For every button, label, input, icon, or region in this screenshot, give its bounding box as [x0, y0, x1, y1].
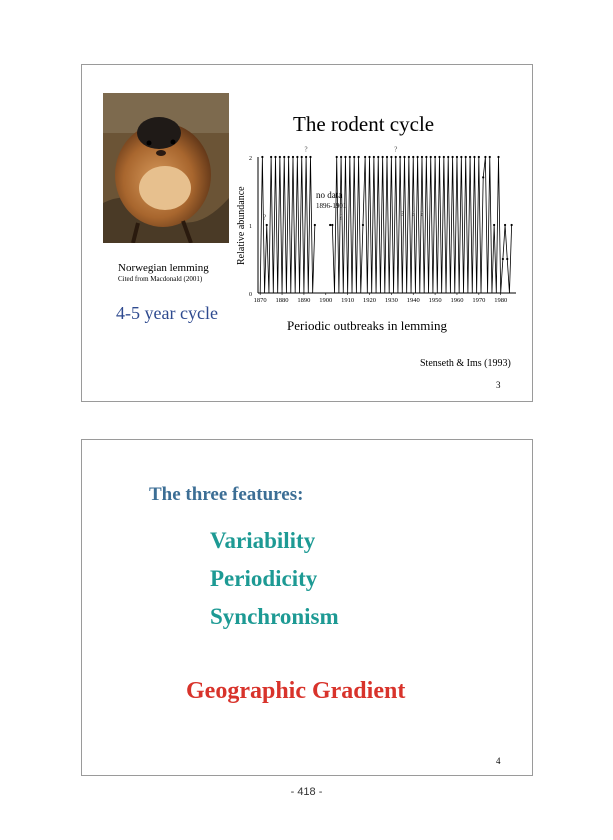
abundance-point — [362, 224, 364, 226]
abundance-point — [274, 156, 276, 158]
abundance-point — [456, 156, 458, 158]
slide-number: 4 — [496, 756, 501, 766]
feature-periodicity: Periodicity — [210, 566, 318, 591]
abundance-point — [469, 156, 471, 158]
uncertain-marker: ? — [263, 213, 267, 222]
x-tick-label: 1890 — [297, 297, 311, 304]
abundance-point — [478, 156, 480, 158]
abundance-point — [443, 156, 445, 158]
uncertain-marker: ? — [339, 213, 343, 222]
abundance-point — [331, 224, 333, 226]
abundance-point — [497, 156, 499, 158]
x-tick-label: 1900 — [319, 297, 333, 304]
abundance-point — [482, 176, 484, 178]
x-tick-label: 1920 — [363, 297, 377, 304]
abundance-point — [408, 156, 410, 158]
abundance-point — [329, 224, 331, 226]
y-axis-label: Relative abundance — [236, 186, 247, 265]
abundance-series-line — [330, 157, 511, 293]
abundance-point — [484, 156, 486, 158]
slide-three-features — [81, 439, 533, 776]
abundance-point — [296, 156, 298, 158]
abundance-point — [353, 156, 355, 158]
abundance-point — [434, 156, 436, 158]
abundance-point — [451, 156, 453, 158]
abundance-point — [292, 156, 294, 158]
no-data-annotation: no data — [316, 190, 343, 200]
abundance-point — [340, 156, 342, 158]
slide-rodent-cycle — [81, 64, 533, 402]
abundance-point — [364, 156, 366, 158]
abundance-point — [399, 156, 401, 158]
abundance-point — [373, 156, 375, 158]
x-tick-label: 1950 — [428, 297, 442, 304]
chart-subtitle: Periodic outbreaks in lemming — [287, 318, 447, 333]
abundance-point — [421, 156, 423, 158]
geographic-gradient: Geographic Gradient — [186, 678, 406, 704]
abundance-point — [301, 156, 303, 158]
x-tick-label: 1980 — [494, 297, 508, 304]
abundance-point — [357, 156, 359, 158]
abundance-point — [502, 258, 504, 260]
abundance-point — [504, 224, 506, 226]
feature-variability: Variability — [210, 528, 316, 553]
abundance-point — [386, 156, 388, 158]
abundance-point — [473, 156, 475, 158]
cycle-note: 4-5 year cycle — [116, 303, 218, 323]
abundance-point — [417, 156, 419, 158]
abundance-point — [395, 156, 397, 158]
x-tick-label: 1930 — [384, 297, 398, 304]
abundance-point — [261, 156, 263, 158]
abundance-point — [403, 156, 405, 158]
abundance-point — [506, 258, 508, 260]
y-tick-label: 2 — [249, 156, 252, 162]
abundance-point — [349, 156, 351, 158]
feature-synchronism: Synchronism — [210, 604, 339, 629]
y-tick-label: 1 — [249, 224, 252, 230]
no-data-range: 1896-1901 — [316, 202, 347, 210]
abundance-point — [344, 156, 346, 158]
abundance-point — [377, 156, 379, 158]
uncertain-marker: ? — [304, 145, 308, 154]
abundance-point — [460, 156, 462, 158]
abundance-point — [511, 224, 513, 226]
abundance-point — [283, 156, 285, 158]
abundance-point — [382, 156, 384, 158]
abundance-point — [309, 156, 311, 158]
slide-title: The rodent cycle — [293, 112, 435, 136]
abundance-point — [288, 156, 290, 158]
photo-caption: Norwegian lemming — [118, 262, 209, 274]
photo-credit: Cited from Macdonald (2001) — [118, 275, 203, 283]
lemming-photo — [103, 93, 229, 243]
page-footer: - 418 - — [290, 786, 323, 798]
uncertain-marker: ? — [420, 210, 424, 219]
y-tick-label: 0 — [249, 292, 252, 298]
abundance-point — [314, 224, 316, 226]
abundance-point — [368, 156, 370, 158]
uncertain-marker: ? — [411, 210, 415, 219]
uncertain-marker: ? — [394, 145, 398, 154]
uncertain-marker: ? — [400, 210, 404, 219]
abundance-point — [336, 156, 338, 158]
abundance-point — [438, 156, 440, 158]
slide-number: 3 — [496, 380, 501, 390]
abundance-point — [412, 156, 414, 158]
abundance-point — [430, 156, 432, 158]
citation: Stenseth & Ims (1993) — [420, 358, 511, 369]
abundance-point — [465, 156, 467, 158]
abundance-point — [390, 156, 392, 158]
abundance-point — [266, 224, 268, 226]
abundance-series-line — [260, 157, 315, 293]
x-tick-label: 1880 — [275, 297, 289, 304]
x-tick-label: 1870 — [253, 297, 267, 304]
abundance-point — [305, 156, 307, 158]
abundance-point — [489, 156, 491, 158]
x-tick-label: 1940 — [406, 297, 420, 304]
features-heading: The three features: — [149, 484, 304, 505]
abundance-point — [493, 224, 495, 226]
x-tick-label: 1960 — [450, 297, 464, 304]
abundance-point — [425, 156, 427, 158]
abundance-point — [447, 156, 449, 158]
x-tick-label: 1970 — [472, 297, 486, 304]
abundance-point — [279, 156, 281, 158]
abundance-point — [270, 156, 272, 158]
x-tick-label: 1910 — [341, 297, 355, 304]
abundance-chart — [232, 145, 522, 305]
